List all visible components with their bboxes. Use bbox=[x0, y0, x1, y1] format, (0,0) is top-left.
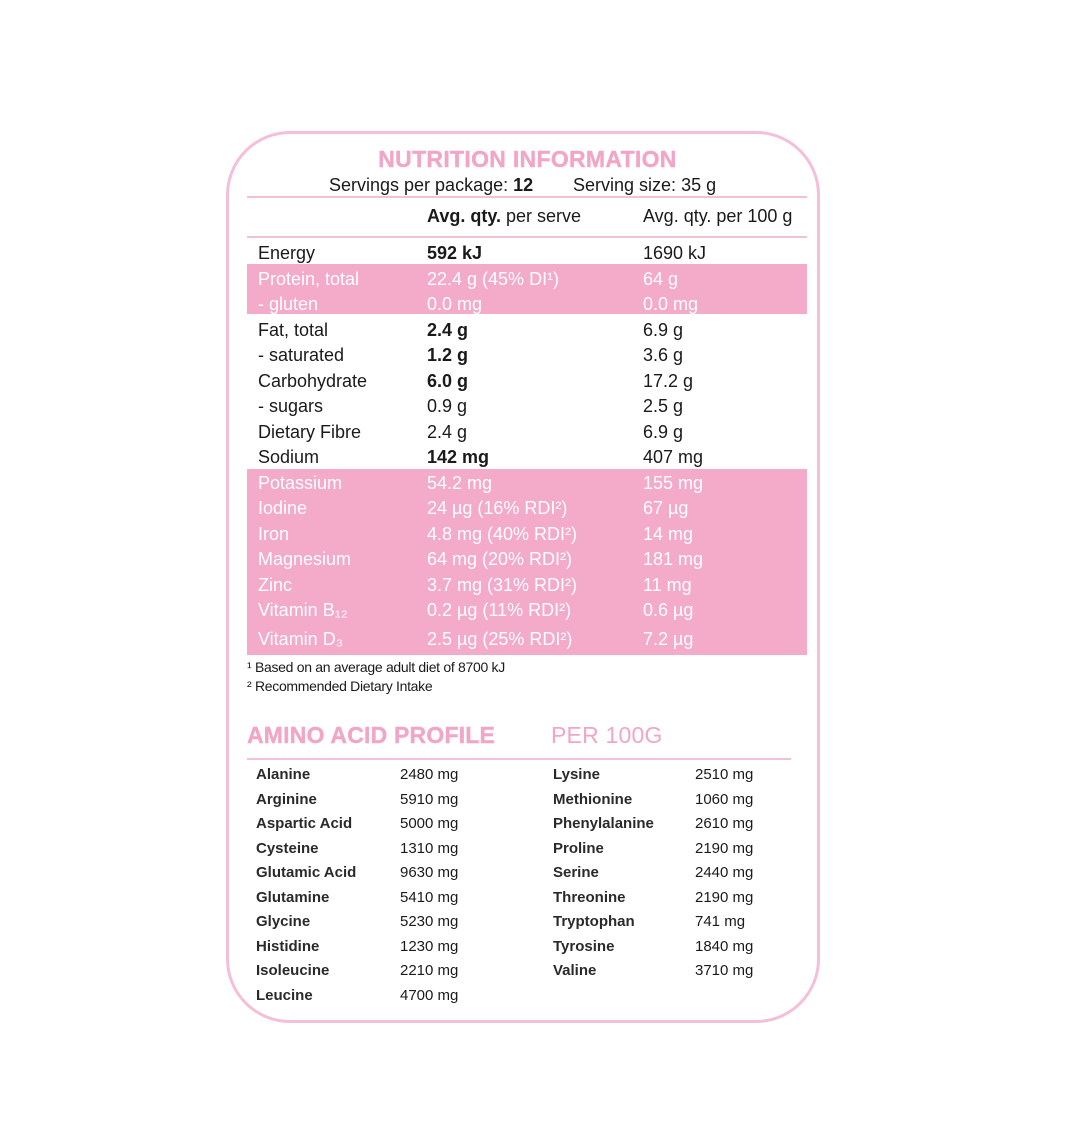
amino-value: 9630 mg bbox=[400, 864, 459, 881]
nutrition-row bbox=[247, 547, 807, 573]
nutrient-name: Fat, total bbox=[258, 319, 329, 340]
amino-name: Glutamic Acid bbox=[256, 864, 357, 881]
per-100g-value: 11 mg bbox=[643, 574, 692, 595]
per-serve-value: 2.4 g bbox=[427, 319, 469, 340]
nutrient-name: Dietary Fibre bbox=[258, 421, 362, 442]
per-serve-value: 592 kJ bbox=[427, 243, 483, 263]
nutrition-row bbox=[247, 369, 807, 395]
amino-name: Tryptophan bbox=[553, 913, 635, 930]
column-header-per-100g: Avg. qty. per 100 g bbox=[643, 206, 793, 226]
per-serve-value: 3.7 mg (31% RDI²) bbox=[427, 574, 578, 595]
amino-name: Proline bbox=[553, 839, 604, 857]
amino-name: Glutamine bbox=[256, 888, 330, 906]
per-serve-value: 2.5 µg (25% RDI²) bbox=[427, 629, 573, 649]
footnote-1: ¹ Based on an average adult diet of 8700 kJ bbox=[247, 659, 505, 675]
per-100g-value: 407 mg bbox=[643, 447, 704, 467]
serving-size-label: Serving size: bbox=[573, 175, 677, 195]
nutrition-row bbox=[247, 241, 807, 267]
nutrition-row bbox=[247, 627, 807, 653]
per-serve-value: 0.0 mg bbox=[427, 294, 483, 314]
per-serve-value: 22.4 g (45% DI¹) bbox=[427, 268, 560, 289]
per-100g-value: 6.9 g bbox=[643, 421, 684, 442]
per-serve-value: 6.0 g bbox=[427, 370, 469, 391]
amino-name: Threonine bbox=[553, 888, 626, 906]
amino-row-right bbox=[0, 764, 1080, 789]
amino-value: 2190 mg bbox=[695, 839, 754, 857]
per-100g-value: 1690 kJ bbox=[643, 243, 707, 263]
nutrition-row bbox=[247, 522, 807, 548]
nutrition-row bbox=[247, 471, 807, 497]
nutrient-name: Magnesium bbox=[258, 549, 352, 569]
nutrient-name: - sugars bbox=[258, 396, 324, 416]
nutrition-row bbox=[247, 598, 807, 624]
amino-title: AMINO ACID PROFILE bbox=[247, 722, 496, 748]
amino-value: 1230 mg bbox=[400, 937, 459, 955]
per-100g-value: 181 mg bbox=[643, 549, 704, 569]
amino-name: Glycine bbox=[256, 913, 311, 930]
nutrition-row bbox=[247, 573, 807, 599]
column-header-per-serve bbox=[427, 206, 581, 227]
nutrient-name: Carbohydrate bbox=[258, 370, 368, 391]
per-serve-value: 64 mg (20% RDI²) bbox=[427, 549, 573, 569]
nutrition-row bbox=[247, 292, 807, 318]
per-100g-value: 2.5 g bbox=[643, 396, 684, 416]
nutrient-name: - gluten bbox=[258, 294, 319, 314]
amino-value: 2510 mg bbox=[695, 766, 754, 783]
nutrient-name: Iodine bbox=[258, 498, 308, 518]
per-100g-value: 0.0 mg bbox=[643, 294, 699, 314]
amino-value: 741 mg bbox=[695, 913, 746, 930]
servings-value: 12 bbox=[513, 175, 534, 195]
per-100g-value: 7.2 µg bbox=[643, 629, 694, 649]
servings-label: Servings per package: bbox=[329, 175, 509, 195]
amino-value: 2190 mg bbox=[695, 888, 754, 906]
amino-value: 5230 mg bbox=[400, 913, 459, 930]
amino-row-right bbox=[0, 936, 1080, 961]
nutrient-name: Potassium bbox=[258, 472, 343, 493]
per-100g-value: 17.2 g bbox=[643, 370, 694, 391]
nutrient-name: Vitamin B₁₂ bbox=[258, 600, 348, 620]
amino-name: Phenylalanine bbox=[553, 815, 654, 832]
amino-row-right bbox=[0, 887, 1080, 912]
amino-name: Alanine bbox=[256, 766, 311, 783]
amino-value: 5410 mg bbox=[400, 888, 459, 906]
amino-name: Methionine bbox=[553, 790, 633, 808]
amino-value: 2210 mg bbox=[400, 962, 459, 979]
per-serve-value: 1.2 g bbox=[427, 345, 469, 365]
nutrient-name: - saturated bbox=[258, 345, 345, 365]
nutrition-row bbox=[247, 420, 807, 446]
amino-row-right bbox=[0, 838, 1080, 863]
nutrient-name: Protein, total bbox=[258, 268, 360, 289]
amino-name: Aspartic Acid bbox=[256, 815, 353, 832]
amino-value: 5000 mg bbox=[400, 815, 459, 832]
serving-size bbox=[573, 175, 716, 196]
column-header-per-serve-rest: per serve bbox=[506, 206, 582, 226]
amino-value: 3710 mg bbox=[695, 962, 754, 979]
amino-row-right bbox=[0, 813, 1080, 838]
amino-value: 2610 mg bbox=[695, 815, 754, 832]
footnote-2: ² Recommended Dietary Intake bbox=[247, 678, 433, 694]
amino-name: Arginine bbox=[256, 790, 317, 808]
amino-value: 5910 mg bbox=[400, 790, 459, 808]
amino-row-left bbox=[0, 985, 1080, 1010]
nutrient-name: Vitamin D₃ bbox=[258, 629, 344, 649]
per-100g-value: 67 µg bbox=[643, 498, 689, 518]
per-100g-value: 6.9 g bbox=[643, 319, 684, 340]
nutrient-name: Energy bbox=[258, 243, 316, 263]
servings-per-package bbox=[329, 175, 533, 196]
nutrition-row bbox=[247, 445, 807, 471]
amino-name: Cysteine bbox=[256, 839, 319, 857]
amino-value: 2480 mg bbox=[400, 766, 459, 783]
nutrition-title: NUTRITION INFORMATION bbox=[378, 146, 677, 172]
per-100g-value: 3.6 g bbox=[643, 345, 684, 365]
per-serve-value: 0.9 g bbox=[427, 396, 468, 416]
per-100g-value: 14 mg bbox=[643, 523, 694, 544]
amino-name: Serine bbox=[553, 864, 599, 881]
column-header-per-serve-bold: Avg. qty. bbox=[427, 206, 502, 226]
nutrition-row bbox=[247, 343, 807, 369]
amino-name: Isoleucine bbox=[256, 962, 330, 979]
amino-name: Lysine bbox=[553, 766, 600, 783]
amino-per-100g: PER 100G bbox=[551, 722, 663, 748]
amino-name: Histidine bbox=[256, 937, 320, 955]
amino-value: 4700 mg bbox=[400, 986, 459, 1004]
amino-name: Tyrosine bbox=[553, 937, 615, 955]
per-serve-value: 142 mg bbox=[427, 447, 490, 467]
divider-header bbox=[247, 236, 807, 238]
nutrient-name: Zinc bbox=[258, 574, 293, 595]
amino-row-right bbox=[0, 789, 1080, 814]
amino-value: 2440 mg bbox=[695, 864, 754, 881]
amino-value: 1840 mg bbox=[695, 937, 754, 955]
serving-size-value: 35 g bbox=[681, 175, 717, 195]
per-serve-value: 54.2 mg bbox=[427, 472, 493, 493]
amino-row-right bbox=[0, 911, 1080, 936]
nutrition-row bbox=[247, 394, 807, 420]
amino-row-right bbox=[0, 960, 1080, 985]
nutrition-row bbox=[247, 267, 807, 293]
nutrient-name: Iron bbox=[258, 523, 290, 544]
per-100g-value: 0.6 µg bbox=[643, 600, 694, 620]
nutrition-row bbox=[247, 496, 807, 522]
per-serve-value: 24 µg (16% RDI²) bbox=[427, 498, 568, 518]
per-100g-value: 64 g bbox=[643, 268, 679, 289]
per-100g-value: 155 mg bbox=[643, 472, 704, 493]
amino-row-right bbox=[0, 862, 1080, 887]
nutrition-row bbox=[247, 318, 807, 344]
per-serve-value: 0.2 µg (11% RDI²) bbox=[427, 600, 572, 620]
amino-name: Leucine bbox=[256, 986, 313, 1004]
amino-value: 1310 mg bbox=[400, 839, 459, 857]
amino-name: Valine bbox=[553, 962, 597, 979]
amino-divider bbox=[247, 758, 791, 760]
divider-top bbox=[247, 196, 807, 198]
per-serve-value: 2.4 g bbox=[427, 421, 468, 442]
amino-value: 1060 mg bbox=[695, 790, 754, 808]
nutrient-name: Sodium bbox=[258, 447, 320, 467]
per-serve-value: 4.8 mg (40% RDI²) bbox=[427, 523, 578, 544]
